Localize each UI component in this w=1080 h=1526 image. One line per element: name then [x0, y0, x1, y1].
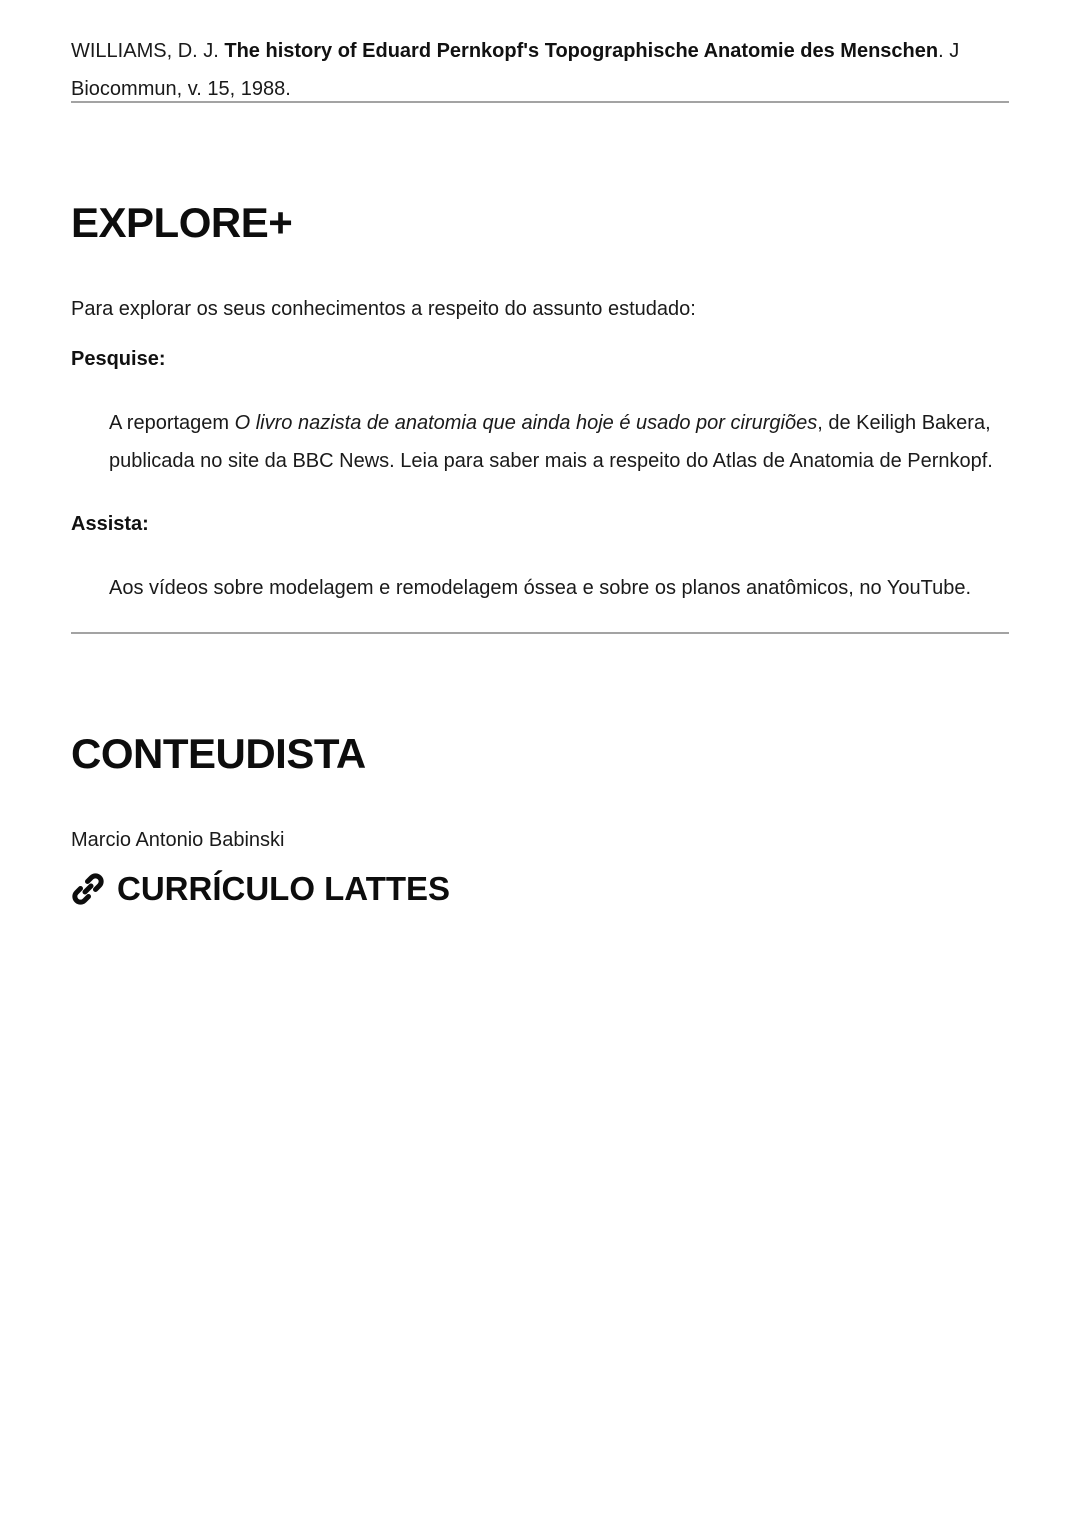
- explore-intro: Para explorar os seus conhecimentos a respeito do assunto estudado:: [71, 298, 696, 320]
- section-divider: [71, 101, 1009, 103]
- reference-entry: [71, 32, 1009, 108]
- research-prefix: A reportagem: [109, 412, 235, 434]
- reference-prefix: WILLIAMS, D. J.: [71, 40, 225, 62]
- research-item: [109, 404, 1009, 480]
- reference-suffix: . J Biocommun, v. 15, 1988.: [71, 40, 960, 100]
- link-icon: [71, 872, 105, 906]
- curriculo-lattes-label: CURRÍCULO LATTES: [117, 870, 451, 907]
- watch-label: Assista:: [71, 513, 149, 535]
- research-suffix: , de Keiligh Bakera, publicada no site da BBC News. Leia para saber mais a respeito do Atlas de Anatomia de Pernkopf.: [109, 412, 993, 472]
- explore-heading: EXPLORE+: [71, 199, 293, 246]
- research-article-title: O livro nazista de anatomia que ainda hoje é usado por cirurgiões: [234, 412, 818, 434]
- reference-title: The history of Eduard Pernkopf's Topographische Anatomie des Menschen: [224, 40, 939, 62]
- curriculo-lattes-link[interactable]: [71, 866, 450, 912]
- section-divider: [71, 632, 1009, 634]
- research-label: Pesquise:: [71, 348, 166, 370]
- author-heading: CONTEUDISTA: [71, 730, 366, 777]
- watch-item: Aos vídeos sobre modelagem e remodelagem óssea e sobre os planos anatômicos, no YouTube.: [109, 577, 972, 599]
- author-name: Marcio Antonio Babinski: [71, 829, 285, 851]
